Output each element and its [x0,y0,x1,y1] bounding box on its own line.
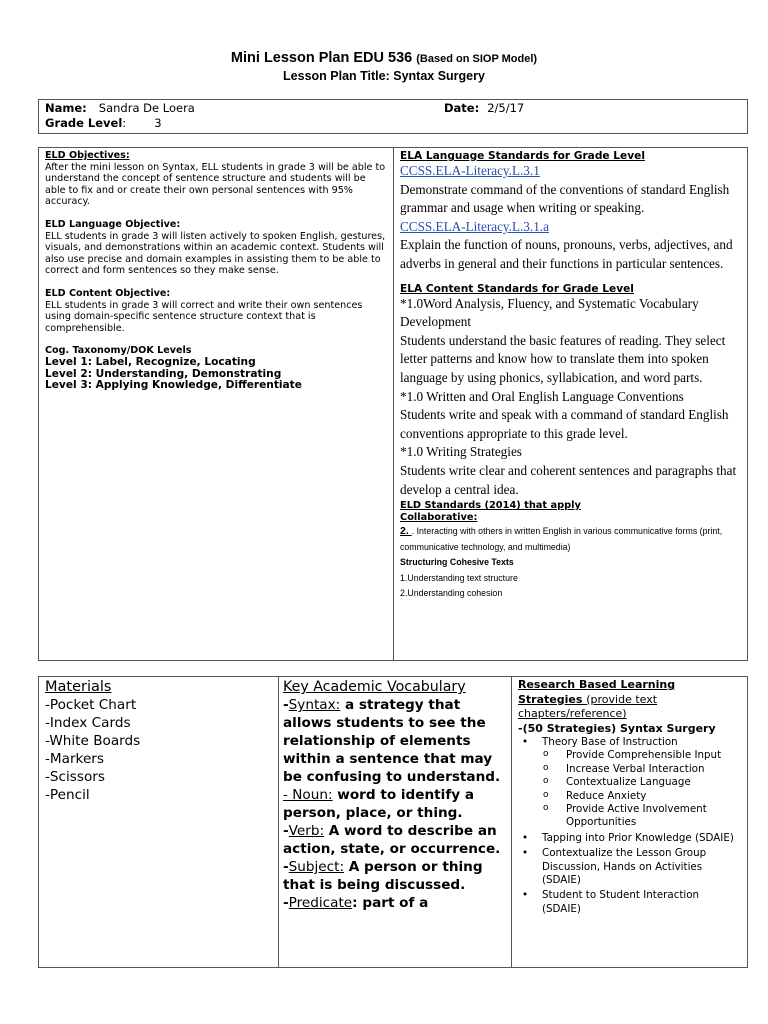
vocab-term: - Noun: [283,787,333,803]
content-line: *1.0 Writing Strategies [400,444,522,460]
vocab-prefix: - [283,823,289,839]
vocab-term: Syntax: [288,697,341,713]
eld-content-heading: ELD Content Objective: [45,287,171,299]
strategies-cell [512,677,747,967]
ela-language-heading: ELA Language Standards for Grade Level [400,150,645,162]
resources-table [38,676,748,968]
material-item: -Index Cards [45,715,131,731]
eld-language-heading: ELD Language Objective: [45,218,181,230]
content-line: Students write clear and coherent sentences and paragraphs that develop a central idea. [400,462,737,497]
material-item: -Markers [45,751,104,767]
list-item: • Student to Student Interaction (SDAIE) [518,889,741,916]
vocabulary-cell [279,677,512,967]
theory-label: Theory Base of Instruction [542,736,678,748]
strategies-heading-text: Research Based Learning Strategies [518,678,676,706]
vocab-term: Subject: [288,859,345,875]
content-line: Students write and speak with a command of standard English conventions appropriate to this grade level. [400,407,729,441]
title-note: (Based on SIOP Model) [416,53,538,65]
content-line: *1.0Word Analysis, Fluency, and Systematic Vocabulary Development [400,295,699,330]
structuring-heading: Structuring Cohesive Texts [400,557,514,568]
vocab-prefix: - [283,895,289,911]
standards-table [38,147,748,661]
vocab-entry [283,696,507,786]
eld-content-text: ELL students in grade 3 will correct and write their own sentences using domain-specific sentence structure context that is comprehensible. [45,299,363,334]
material-item: -Pencil [45,787,90,803]
lesson-title: Lesson Plan Title: Syntax Surgery [283,69,485,83]
name-value: Sandra De Loera [98,101,195,115]
material-item: -White Boards [45,733,141,749]
vocab-entry [283,786,507,822]
grade-label: Grade Level [45,116,123,130]
collab-number: 2. [400,525,412,538]
grade-value: 3 [154,116,162,130]
material-item: -Scissors [45,769,105,785]
strategies-heading [518,678,741,722]
list-item [518,736,741,830]
date-value: 2/5/17 [487,101,525,115]
ccss-link[interactable]: CCSS.ELA-Literacy.L.3.1 [400,163,540,178]
structuring-item: 2.Understanding cohesion [400,588,503,599]
content-line: *1.0 Written and Oral English Language Conventions [400,388,684,404]
collab-body: . Interacting with others in written English in various communicative forms (print, communicative technology, and multimedia) [400,526,723,552]
dok-heading: Cog. Taxonomy/DOK Levels [45,345,192,357]
materials-cell [39,677,279,967]
vocab-entry [283,858,507,894]
list-item: o Provide Active Involvement Opportunities [518,803,741,830]
structuring-item: 1.Understanding text structure [400,572,518,583]
ela-content-heading: ELA Content Standards for Grade Level [400,282,634,295]
strategy-list [518,736,741,916]
strategy-title: -(50 Strategies) Syntax Surgery [518,721,716,735]
grade-colon: : [122,116,127,130]
collaborative-text [400,524,741,555]
vocab-entry [283,822,507,858]
content-line: Students understand the basic features of reading. They select letter patterns and know how to translate them into spoken language by using phonics, syllabication, and word parts. [400,332,726,385]
list-item: o Contextualize Language [518,776,741,789]
eld-objectives-heading: ELD Objectives: [45,150,130,161]
name-label: Name: [45,101,87,115]
list-item: • Tapping into Prior Knowledge (SDAIE) [518,832,741,845]
vocab-term: Predicate [288,895,353,911]
materials-heading: Materials [45,679,112,695]
material-item: -Pocket Chart [45,697,137,713]
grade-row [45,116,741,131]
ela-standards-cell [394,148,747,660]
info-box [38,99,748,134]
vocab-term: Verb: [288,823,325,839]
vocab-def: : part of a [352,895,429,911]
dok-level: Level 3: Applying Knowledge, Differentiate [45,379,302,392]
collaborative-heading: Collaborative: [400,512,478,524]
vocabulary-heading: Key Academic Vocabulary [283,679,466,695]
ela-standard-text: Demonstrate command of the conventions of standard English grammar and usage when writing or speaking. [400,181,730,216]
vocab-def: A word to describe an action, state, or occurrence. [283,823,501,857]
vocab-def: word to identify a person, place, or thing. [283,787,475,821]
eld-objectives-cell [39,148,394,660]
vocab-def: a strategy that allows students to see the relationship of elements within a sentence that may be confusing to understand. [283,697,501,785]
theory-sublist [518,749,741,829]
ela-standard-text: Explain the function of nouns, pronouns, verbs, adjectives, and adverbs in general and their functions in particular sentences. [400,237,733,271]
vocab-entry [283,894,507,912]
list-item: o Increase Verbal Interaction [518,763,741,776]
date-label: Date: [444,101,480,115]
vocab-prefix: - [283,697,289,713]
dok-level: Level 1: Label, Recognize, Locating [45,355,256,368]
list-item: o Reduce Anxiety [518,790,741,803]
eld-standards-heading: ELD Standards (2014) that apply [400,500,581,512]
eld-language-text: ELL students in grade 3 will listen actively to spoken English, gestures, visuals, and demonstrations within an academic context. Students will also use precise and domain examples in assisting them to be able to correct and form sentences so they make sense. [45,230,386,277]
ccss-link[interactable]: CCSS.ELA-Literacy.L.3.1.a [400,218,549,234]
dok-level: Level 2: Understanding, Demonstrating [45,367,282,380]
list-item: • Contextualize the Lesson Group Discussion, Hands on Activities (SDAIE) [518,847,741,887]
date-row [444,101,524,116]
list-item: o Provide Comprehensible Input [518,749,741,762]
title-main: Mini Lesson Plan EDU 536 [230,50,413,66]
strategies-heading-note: (provide text chapters/reference) [518,692,658,720]
eld-objectives-text: After the mini lesson on Syntax, ELL students in grade 3 will be able to understand the concept of sentence structure and students will be able to fix and or create their own personal sentences with 95% accuracy. [45,161,386,208]
page-title [0,50,768,66]
vocab-prefix: - [283,859,289,875]
name-row [45,101,741,116]
vocab-def: A person or thing that is being discussed. [283,859,483,893]
